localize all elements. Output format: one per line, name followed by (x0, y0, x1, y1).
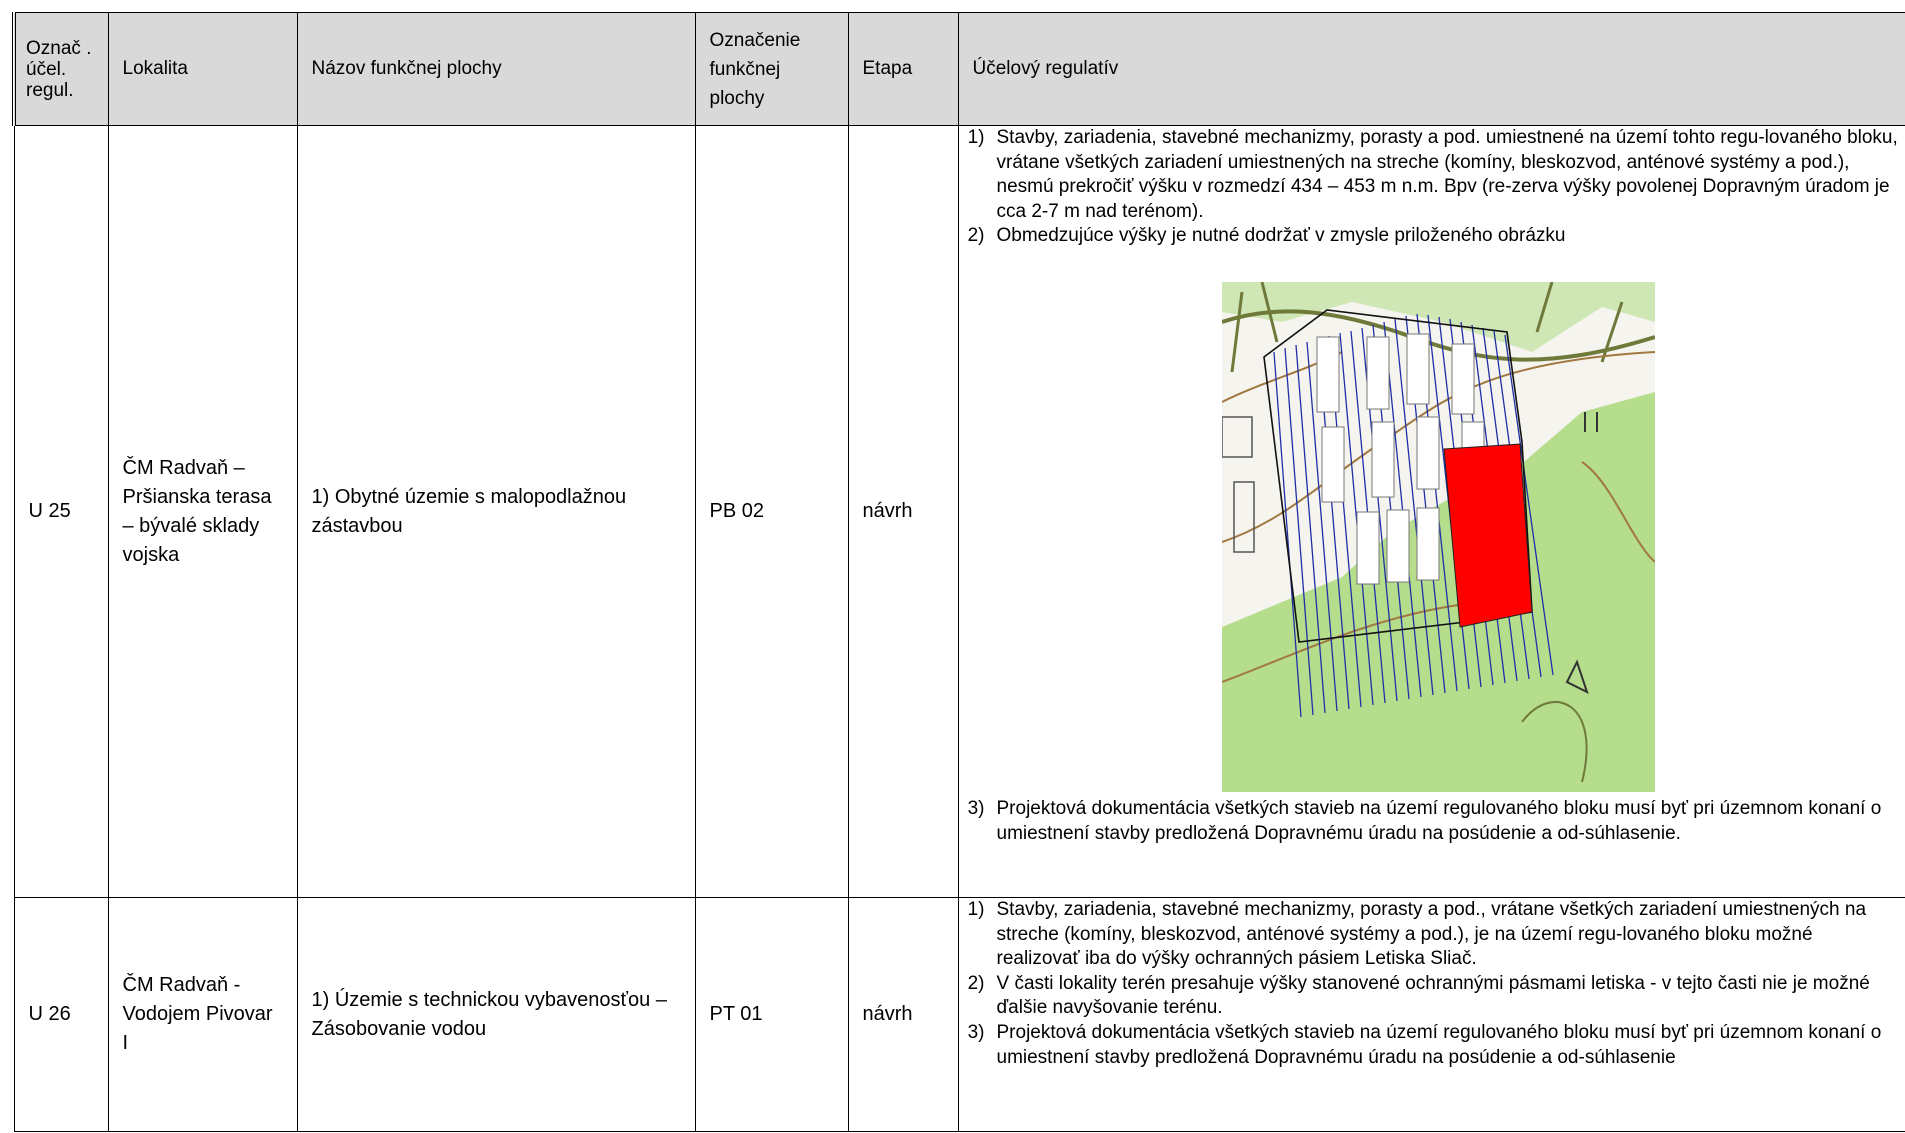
row-oznacenie: PB 02 (695, 126, 848, 898)
row-code: U 26 (14, 898, 108, 1132)
item-number: 2) (967, 972, 985, 994)
header-lokalita: Lokalita (108, 13, 297, 126)
list-item (959, 898, 1905, 972)
item-text: Stavby, zariadenia, stavebné mechanizmy, porasty a pod. umiestnené na území tohto regu-lovaného bloku, vrátane všetkých zariadení umiestnených na streche (komíny, bleskozvod, anténové systémy a pod.), nesmú prekročiť výšku v rozmedzí 434 – 453 m n.m. Bpv (re-zerva výšky povolenej Dopravným úradom je cca 2-7 m nad terénom). (996, 127, 1898, 222)
row-regulativ (958, 898, 1905, 1132)
row-nazov: 1) Územie s technickou vybavenosťou – Zásobovanie vodou (297, 898, 695, 1132)
list-item (959, 126, 1905, 224)
row-etapa: návrh (848, 898, 958, 1132)
table-row (14, 898, 1905, 1132)
list-item (959, 1021, 1905, 1070)
row-regulativ (958, 126, 1905, 898)
row-nazov: 1) Obytné územie s malopodlažnou zástavbou (297, 126, 695, 898)
item-text: Obmedzujúce výšky je nutné dodržať v zmysle priloženého obrázku (996, 225, 1566, 247)
table-row (14, 126, 1905, 898)
item-number: 1) (967, 127, 985, 148)
list-item (959, 224, 1905, 249)
row-lokalita: ČM Radvaň – Pršianska terasa – bývalé sklady vojska (108, 126, 297, 898)
row-oznacenie: PT 01 (695, 898, 848, 1132)
item-number: 3) (967, 797, 985, 819)
header-oznacenie: Označenie funkčnej plochy (695, 13, 848, 126)
item-text: Stavby, zariadenia, stavebné mechanizmy, porasty a pod., vrátane všetkých zariadení umiestnených na streche (komíny, bleskozvod, anténové systémy a pod.), je na území regu-lovaného bloku možné realizovať iba do výšky ochranných pásiem Letiska Sliač. (996, 899, 1867, 970)
red-area (1444, 444, 1532, 627)
list-item (959, 797, 1905, 846)
header-row (14, 13, 1905, 126)
row-code: U 25 (14, 126, 108, 898)
item-number: 1) (967, 899, 985, 920)
item-number: 2) (967, 225, 985, 247)
row-etapa: návrh (848, 126, 958, 898)
header-etapa: Etapa (848, 13, 958, 126)
header-regulativ: Účelový regulatív (958, 13, 1905, 126)
height-limit-map (1222, 282, 1655, 792)
header-nazov: Názov funkčnej plochy (297, 13, 695, 126)
item-text: Projektová dokumentácia všetkých stavieb na území regulovaného bloku musí byť pri územnom konaní o umiestnení stavby predložená Dopravnému úradu na posúdenie a od-súhlasenie (996, 1021, 1882, 1068)
header-ozn: Označ . účel. regul. (14, 13, 108, 126)
map-image (1222, 282, 1655, 792)
regulation-table (12, 12, 1905, 1132)
list-item (959, 972, 1905, 1021)
item-number: 3) (967, 1021, 985, 1043)
item-text: V časti lokality terén presahuje výšky stanovené ochrannými pásmami letiska - v tejto časti nie je možné ďalšie navyšovanie terénu. (996, 972, 1870, 1019)
item-text: Projektová dokumentácia všetkých stavieb na území regulovaného bloku musí byť pri územnom konaní o umiestnení stavby predložená Dopravnému úradu na posúdenie a od-súhlasenie. (996, 797, 1882, 844)
row-lokalita: ČM Radvaň - Vodojem Pivovar I (108, 898, 297, 1132)
